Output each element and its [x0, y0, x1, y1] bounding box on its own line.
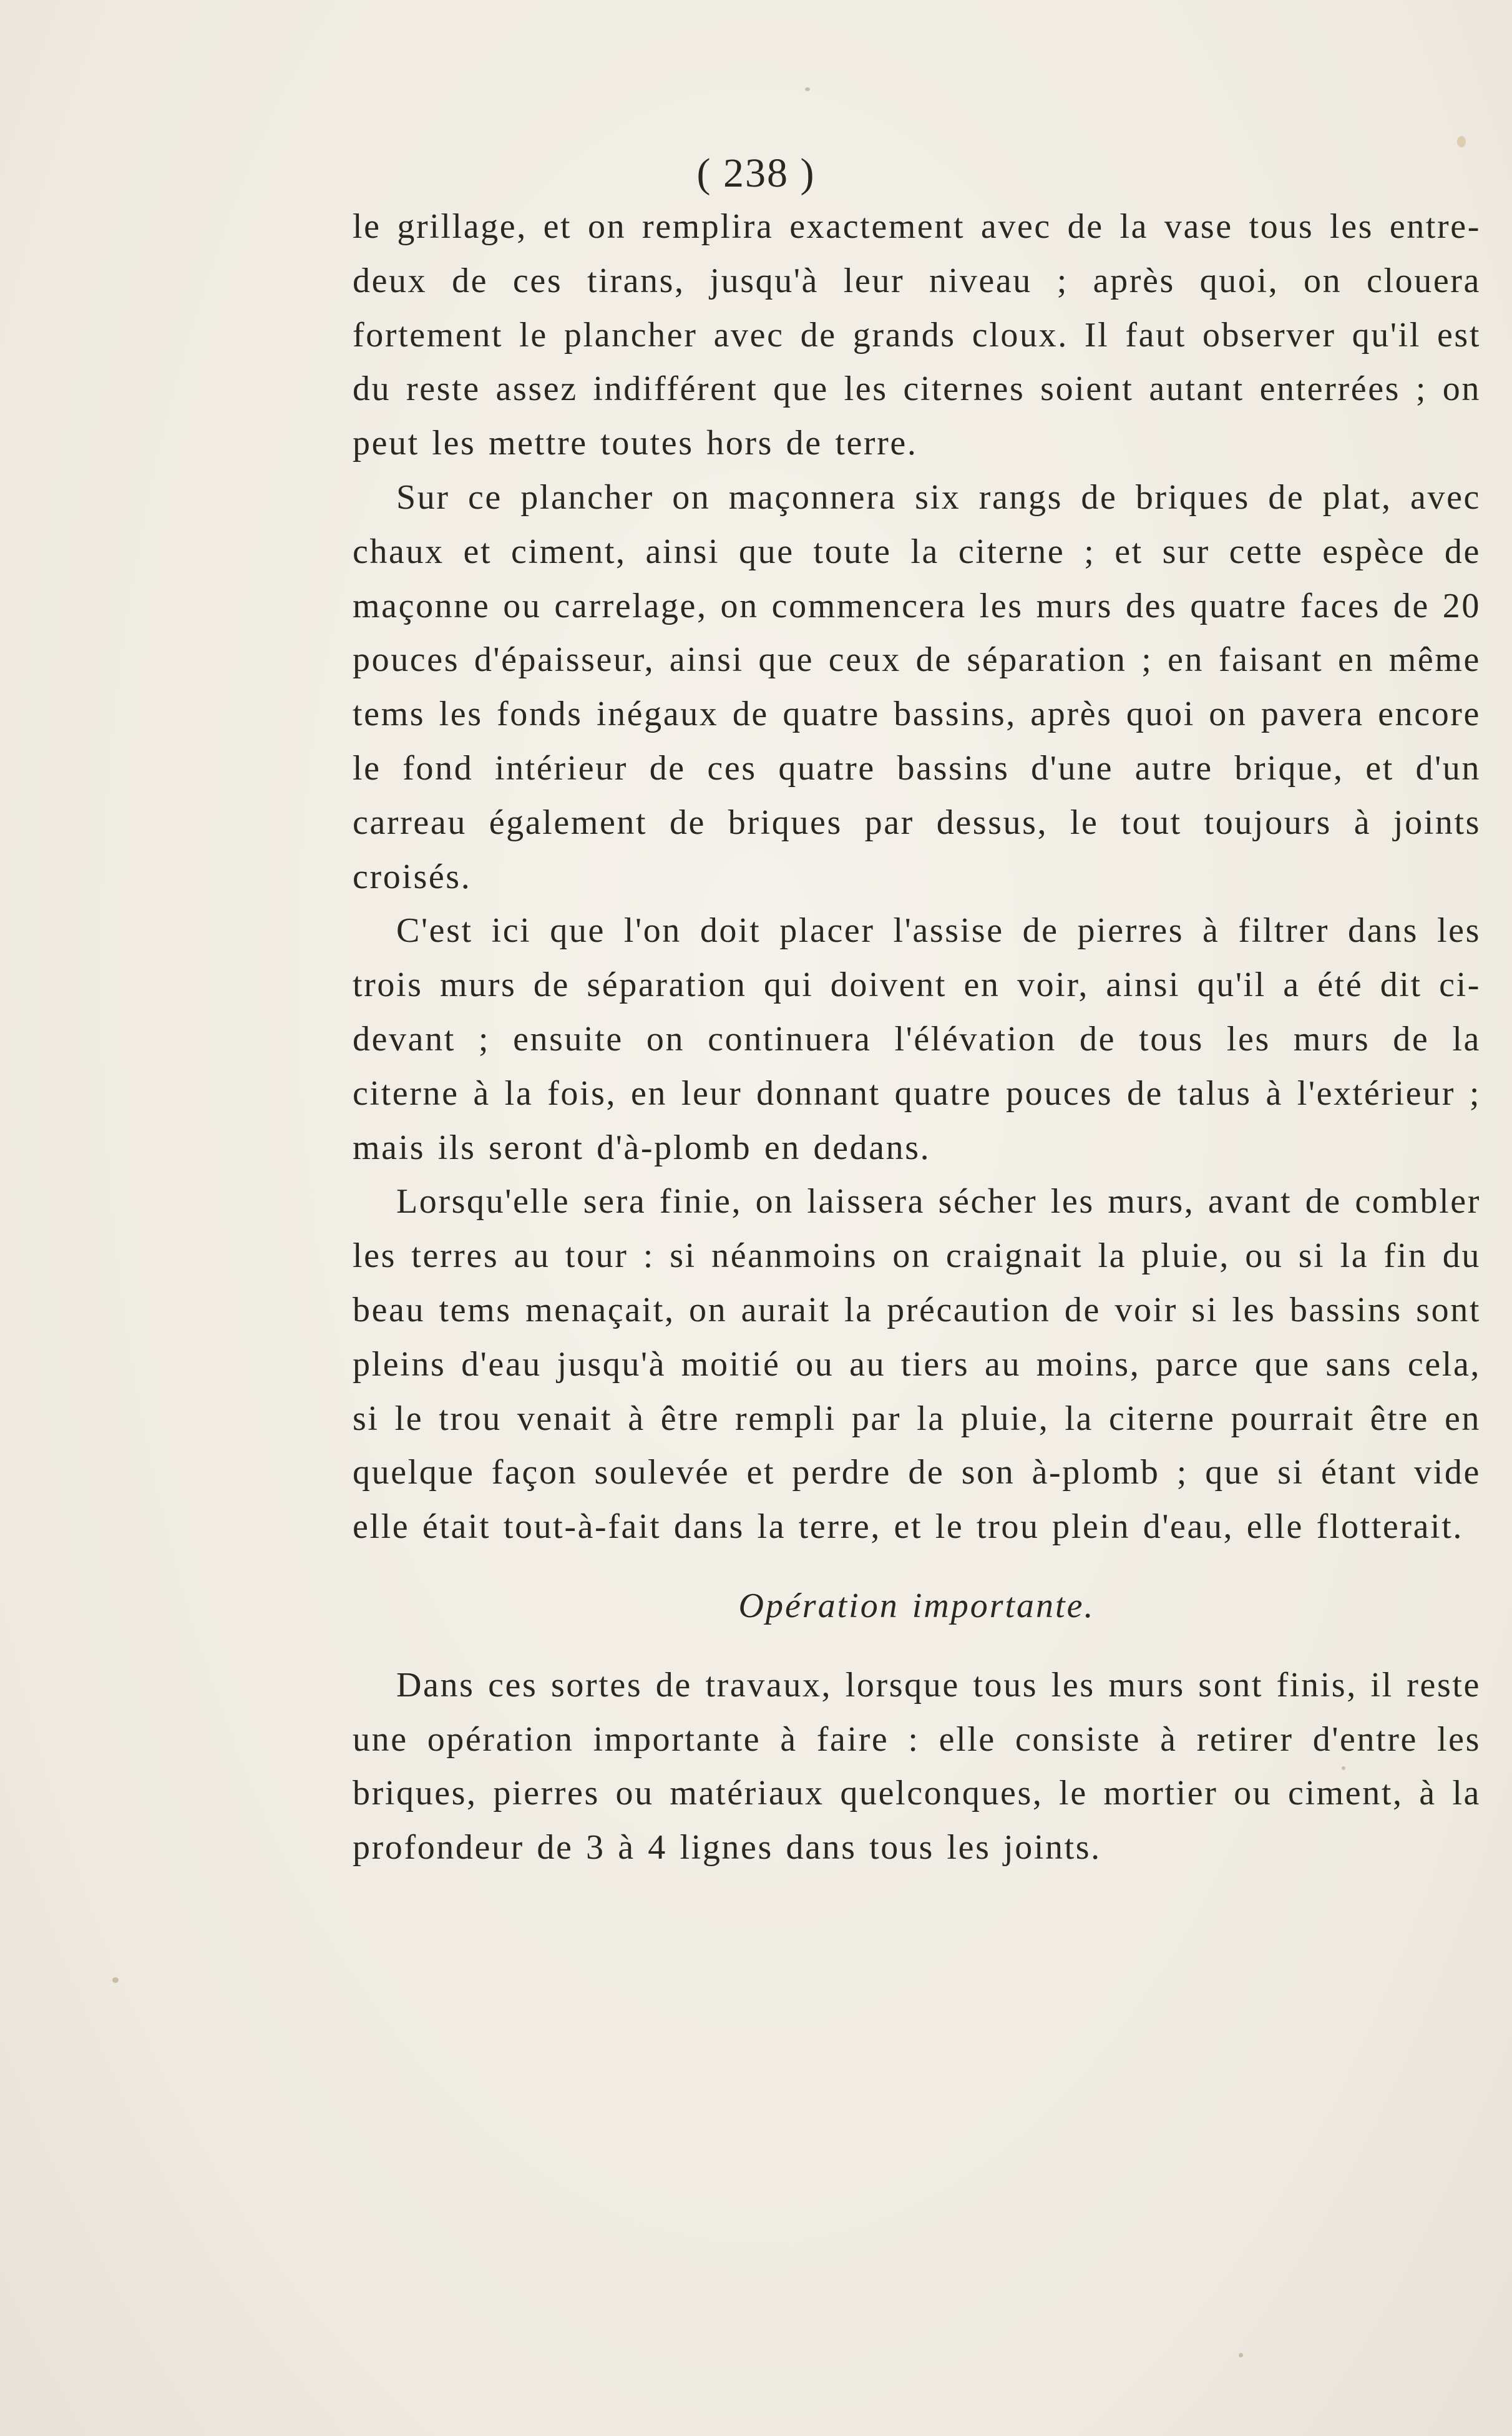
paper-speck	[112, 1977, 119, 1983]
paper-speck	[1239, 2353, 1243, 2357]
page-number: ( 238 )	[696, 150, 816, 196]
section-heading: Opération importante.	[738, 1586, 1095, 1625]
paper-speck	[805, 87, 810, 91]
paragraph: Dans ces sortes de travaux, lorsque tous les murs sont finis, il reste une opération importante à faire : elle consiste à retirer d'entre les briques, pierres ou matériaux quelconques, le mortier ou ciment, à la profondeur de 3 à 4 lignes dans tous les joints.	[353, 1665, 1481, 1867]
paper-stain	[1457, 136, 1466, 147]
paragraph: Lorsqu'elle sera finie, on laissera sécher les murs, avant de combler les terres au tour : si néanmoins on craignait la pluie, ou si la fin du beau tems menaçait, on aurait la précaution de voir si les bassins sont pleins d'eau jusqu'à moitié ou au tiers au moins, parce que sans cela, si le trou venait à être rempli par la pluie, la citerne pourrait être en quelque façon soulevée et perdre de son à-plomb ; que si étant vide elle était tout-à-fait dans la terre, et le trou plein d'eau, elle flotterait.	[353, 1182, 1481, 1547]
body-text	[353, 200, 1481, 1875]
paragraph: Sur ce plancher on maçonnera six rangs de briques de plat, avec chaux et ciment, ainsi que toute la citerne ; et sur cette espèce de maçonne ou carrelage, on commencera les murs des quatre faces de 20 pouces d'épaisseur, ainsi que ceux de séparation ; en faisant en même tems les fonds inégaux de quatre bassins, après quoi on pavera encore le fond intérieur de ces quatre bassins d'une autre brique, et d'un carreau également de briques par dessus, le tout toujours à joints croisés.	[353, 477, 1481, 896]
paragraph: le grillage, et on remplira exactement avec de la vase tous les entre-deux de ces tirans, jusqu'à leur niveau ; après quoi, on clouera fortement le plancher avec de grands cloux. Il faut observer qu'il est du reste assez indifférent que les citernes soient autant enterrées ; on peut les mettre toutes hors de terre.	[353, 207, 1481, 463]
paragraph: C'est ici que l'on doit placer l'assise de pierres à filtrer dans les trois murs de séparation qui doivent en voir, ainsi qu'il a été dit ci-devant ; ensuite on continuera l'élévation de tous les murs de la citerne à la fois, en leur donnant quatre pouces de talus à l'extérieur ; mais ils seront d'à-plomb en dedans.	[353, 911, 1481, 1167]
